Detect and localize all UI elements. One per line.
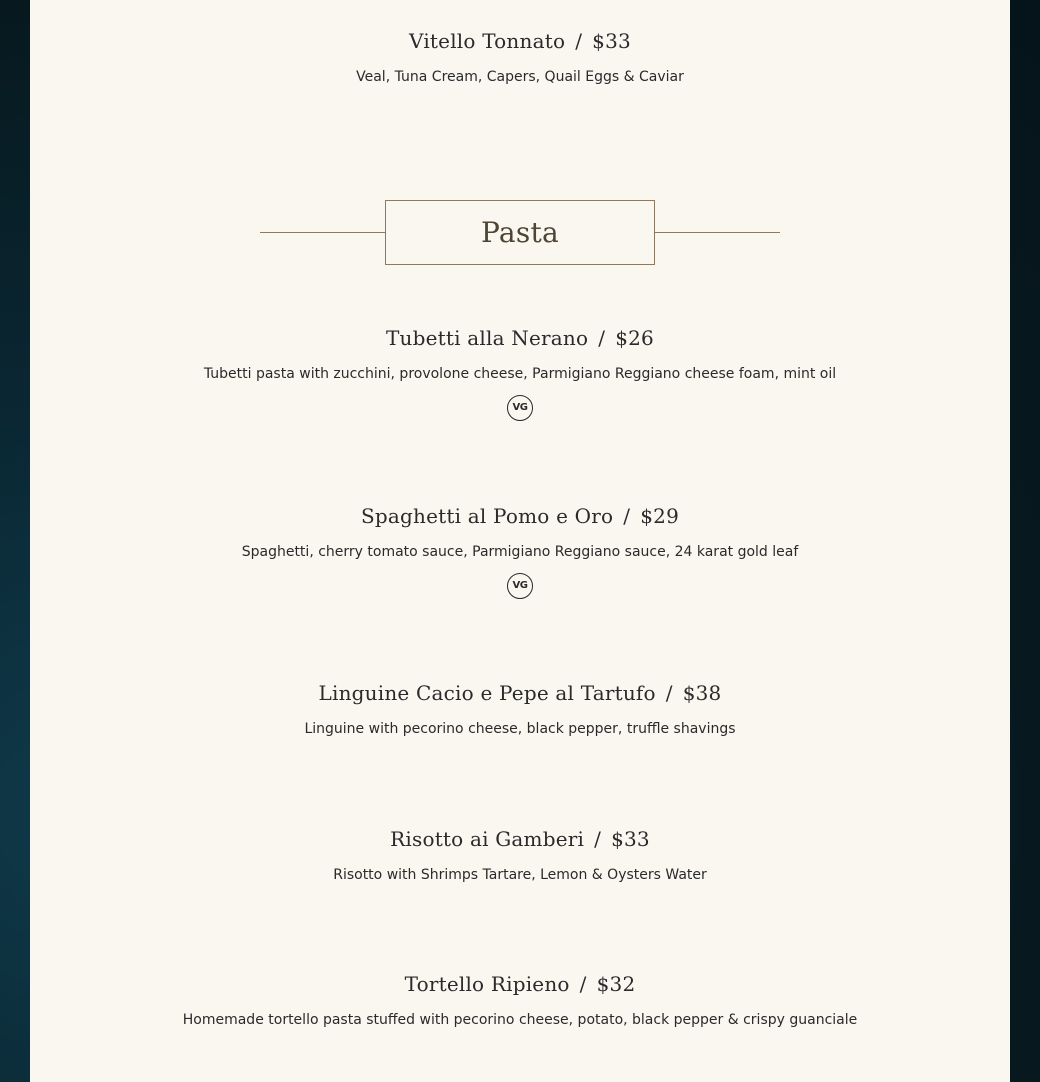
menu-item-price: $29 — [640, 504, 680, 528]
menu-item-title — [30, 972, 1010, 996]
menu-item-linguine-cacio-e-pepe — [30, 681, 1010, 738]
menu-item-name: Tortello Ripieno — [404, 972, 570, 996]
price-separator: / — [623, 504, 631, 528]
menu-item-risotto-ai-gamberi — [30, 827, 1010, 884]
menu-item-tortello-ripieno — [30, 972, 1010, 1029]
menu-item-price: $33 — [592, 29, 631, 53]
price-separator: / — [665, 681, 673, 705]
section-header-pasta — [260, 200, 780, 265]
menu-item-price: $32 — [596, 972, 636, 996]
section-title: Pasta — [480, 216, 560, 249]
menu-item-price: $33 — [611, 827, 650, 851]
menu-item-name: Vitello Tonnato — [409, 29, 566, 53]
menu-item-description: Veal, Tuna Cream, Capers, Quail Eggs & Caviar — [356, 69, 684, 85]
menu-item-vitello-tonnato — [30, 29, 1010, 86]
menu-item-title — [30, 29, 1010, 53]
vg-badge-icon: VG — [507, 573, 533, 599]
menu-item-name: Linguine Cacio e Pepe al Tartufo — [318, 681, 656, 705]
section-title-box — [385, 200, 655, 265]
vg-badge-icon: VG — [507, 395, 533, 421]
menu-item-name: Tubetti alla Nerano — [386, 326, 589, 350]
menu-item-title — [30, 326, 1010, 350]
section-divider-right — [655, 232, 780, 233]
menu-item-description: Tubetti pasta with zucchini, provolone cheese, Parmigiano Reggiano cheese foam, mint oil — [203, 366, 837, 382]
menu-item-price: $38 — [682, 681, 722, 705]
price-separator: / — [575, 29, 583, 53]
price-separator: / — [598, 326, 606, 350]
price-separator: / — [579, 972, 587, 996]
section-divider-left — [260, 232, 385, 233]
menu-item-price: $26 — [615, 326, 654, 350]
menu-item-description: Spaghetti, cherry tomato sauce, Parmigiano Reggiano sauce, 24 karat gold leaf — [241, 544, 799, 560]
menu-item-name: Spaghetti al Pomo e Oro — [360, 504, 614, 528]
menu-item-description: Risotto with Shrimps Tartare, Lemon & Oysters Water — [333, 867, 707, 883]
menu-item-name: Risotto ai Gamberi — [390, 827, 585, 851]
menu-item-title — [30, 827, 1010, 851]
menu-item-title — [30, 504, 1010, 528]
price-separator: / — [594, 827, 602, 851]
menu-item-description: Linguine with pecorino cheese, black pepper, truffle shavings — [304, 721, 736, 737]
menu-item-tubetti-alla-nerano — [30, 326, 1010, 421]
menu-item-spaghetti-al-pomo-e-oro — [30, 504, 1010, 599]
menu-item-description: Homemade tortello pasta stuffed with pecorino cheese, potato, black pepper & crispy guanciale — [182, 1012, 858, 1028]
menu-panel — [30, 0, 1010, 1082]
menu-item-title — [30, 681, 1010, 705]
